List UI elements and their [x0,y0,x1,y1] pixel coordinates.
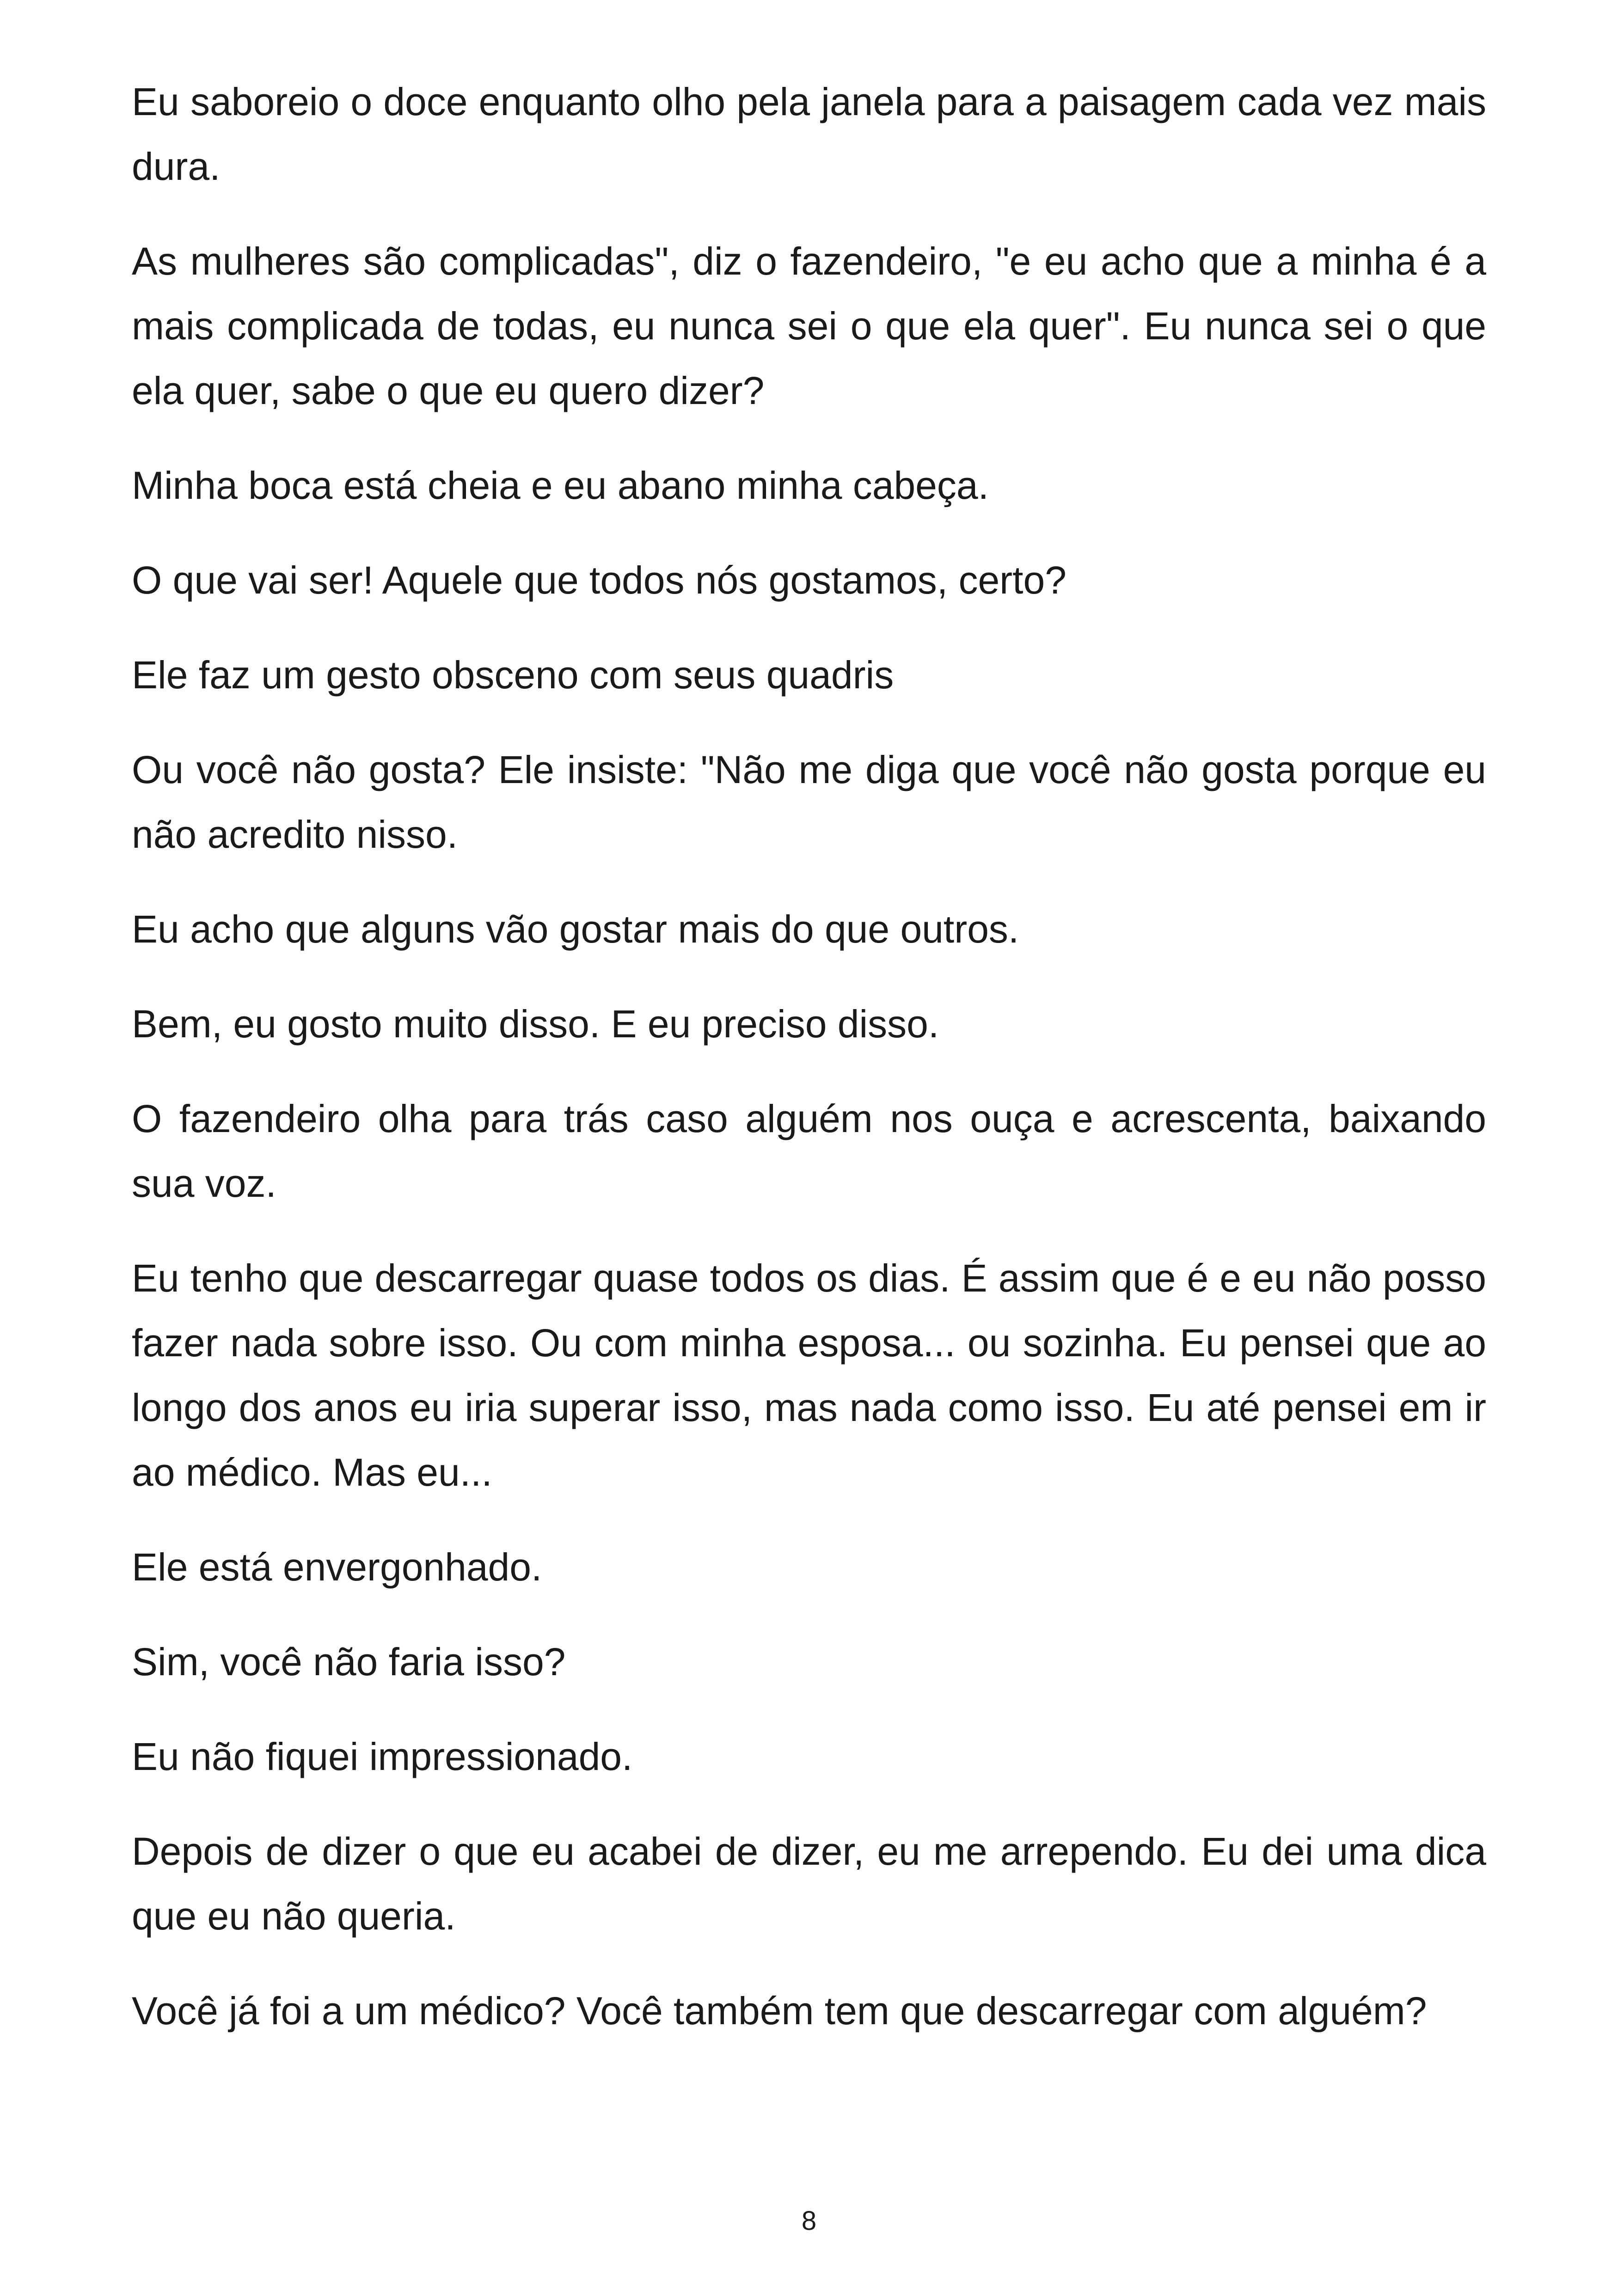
paragraph-15: Você já foi a um médico? Você também tem que descarregar com alguém? [132,1989,1427,2033]
paragraph-5: Ele faz um gesto obsceno com seus quadris [132,653,894,697]
paragraph-14: Depois de dizer o que eu acabei de dizer, eu me arrependo. Eu dei uma dica que eu não queria. [132,1830,1486,1938]
paragraph-4: O que vai ser! Aquele que todos nós gostamos, certo? [132,558,1066,602]
paragraph-1: Eu saboreio o doce enquanto olho pela janela para a paisagem cada vez mais dura. [132,80,1486,188]
paragraph-8: Bem, eu gosto muito disso. E eu preciso disso. [132,1002,939,1046]
page-body [132,69,1486,2073]
paragraph-3: Minha boca está cheia e eu abano minha cabeça. [132,464,989,507]
paragraph-6: Ou você não gosta? Ele insiste: "Não me diga que você não gosta porque eu não acredito nisso. [132,748,1486,856]
paragraph-13: Eu não fiquei impressionado. [132,1735,633,1778]
page-number: 8 [801,2206,817,2236]
paragraph-7: Eu acho que alguns vão gostar mais do que outros. [132,907,1019,951]
paragraph-10: Eu tenho que descarregar quase todos os dias. É assim que é e eu não posso fazer nada sobre isso. Ou com minha esposa... ou sozinha. Eu pensei que ao longo dos anos eu iria superar isso, mas nada como isso. Eu até pensei em ir ao médico. Mas eu... [132,1256,1486,1494]
paragraph-9: O fazendeiro olha para trás caso alguém nos ouça e acrescenta, baixando sua voz. [132,1097,1486,1205]
paragraph-11: Ele está envergonhado. [132,1545,542,1589]
paragraph-12: Sim, você não faria isso? [132,1640,566,1684]
paragraph-2: As mulheres são complicadas", diz o fazendeiro, "e eu acho que a minha é a mais complicada de todas, eu nunca sei o que ela quer". Eu nunca sei o que ela quer, sabe o que eu quero dizer? [132,239,1486,412]
